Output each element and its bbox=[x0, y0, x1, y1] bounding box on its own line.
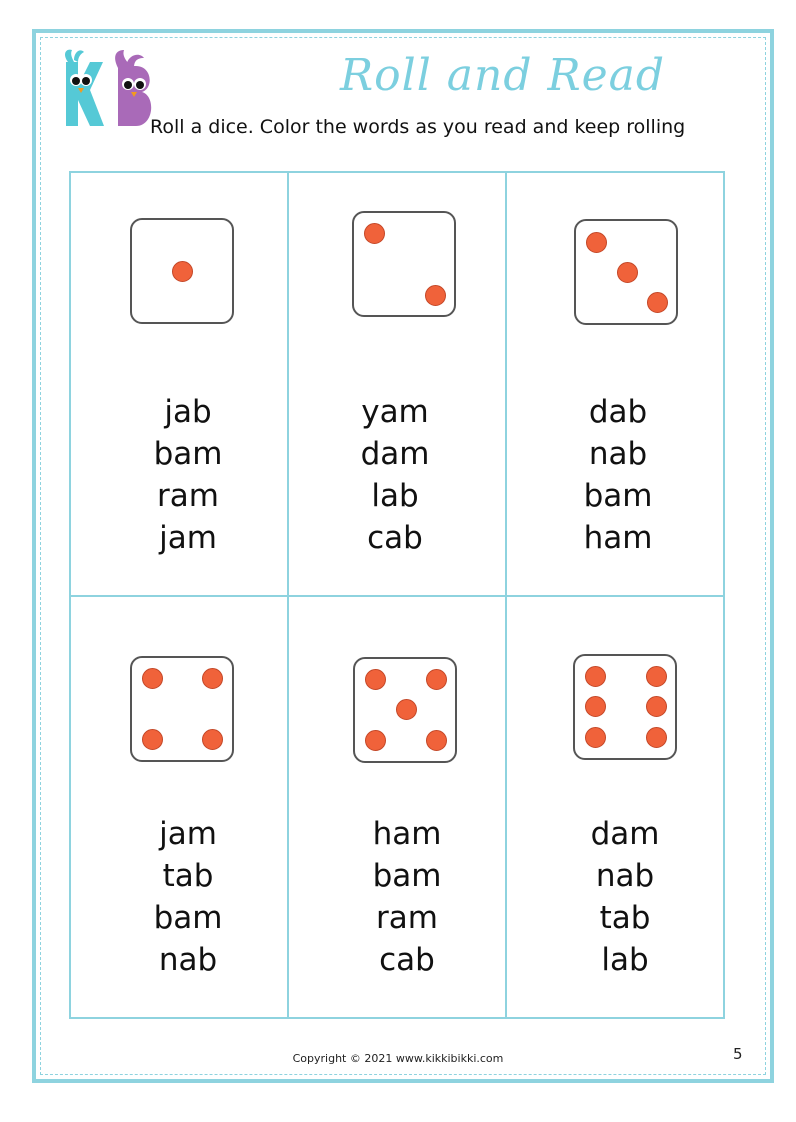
die-pip bbox=[364, 223, 385, 244]
word-item[interactable]: bam bbox=[153, 900, 223, 936]
kb-logo bbox=[56, 46, 160, 134]
roll-and-read-grid bbox=[69, 171, 725, 1019]
word-item[interactable]: tab bbox=[599, 900, 651, 936]
die-pip bbox=[142, 729, 163, 750]
word-item[interactable]: nab bbox=[595, 858, 655, 894]
die-pip bbox=[426, 669, 447, 690]
die-face-5 bbox=[353, 657, 457, 763]
word-item[interactable]: jam bbox=[159, 520, 217, 556]
word-item[interactable]: jab bbox=[164, 394, 212, 430]
die-pip bbox=[646, 696, 667, 717]
die-pip bbox=[202, 729, 223, 750]
word-item[interactable]: bam bbox=[583, 478, 653, 514]
word-item[interactable]: bam bbox=[153, 436, 223, 472]
word-list bbox=[88, 813, 288, 981]
word-item[interactable]: lab bbox=[601, 942, 649, 978]
word-item[interactable]: ram bbox=[157, 478, 219, 514]
word-item[interactable]: ram bbox=[376, 900, 438, 936]
die-face-1 bbox=[130, 218, 234, 324]
die-pip bbox=[586, 232, 607, 253]
die-pip bbox=[585, 666, 606, 687]
word-item[interactable]: lab bbox=[371, 478, 419, 514]
word-item[interactable]: nab bbox=[158, 942, 218, 978]
die-pip bbox=[646, 666, 667, 687]
die-pip bbox=[646, 727, 667, 748]
word-item[interactable]: tab bbox=[162, 858, 214, 894]
word-list bbox=[518, 391, 718, 559]
word-list bbox=[88, 391, 288, 559]
word-item[interactable]: jam bbox=[159, 816, 217, 852]
page-title: Roll and Read bbox=[340, 50, 666, 101]
word-list bbox=[295, 391, 495, 559]
die-pip bbox=[365, 730, 386, 751]
word-item[interactable]: cab bbox=[367, 520, 423, 556]
die-pip bbox=[365, 669, 386, 690]
word-item[interactable]: dab bbox=[588, 394, 648, 430]
die-pip bbox=[425, 285, 446, 306]
die-pip bbox=[426, 730, 447, 751]
die-pip bbox=[585, 727, 606, 748]
word-item[interactable]: cab bbox=[379, 942, 435, 978]
word-item[interactable]: dam bbox=[360, 436, 430, 472]
word-list bbox=[525, 813, 725, 981]
die-pip bbox=[202, 668, 223, 689]
word-item[interactable]: bam bbox=[372, 858, 442, 894]
word-item[interactable]: dam bbox=[590, 816, 660, 852]
word-item[interactable]: nab bbox=[588, 436, 648, 472]
word-item[interactable]: ham bbox=[372, 816, 442, 852]
die-pip bbox=[617, 262, 638, 283]
die-pip bbox=[172, 261, 193, 282]
die-face-3 bbox=[574, 219, 678, 325]
grid-divider-horizontal bbox=[71, 595, 723, 597]
die-pip bbox=[396, 699, 417, 720]
page-number: 5 bbox=[733, 1045, 743, 1063]
instructions: Roll a dice. Color the words as you read and keep rolling bbox=[150, 116, 686, 138]
die-pip bbox=[585, 696, 606, 717]
die-pip bbox=[647, 292, 668, 313]
die-pip bbox=[142, 668, 163, 689]
die-face-2 bbox=[352, 211, 456, 317]
copyright-notice: Copyright © 2021 www.kikkibikki.com bbox=[292, 1052, 504, 1065]
word-list bbox=[307, 813, 507, 981]
word-item[interactable]: ham bbox=[583, 520, 653, 556]
word-item[interactable]: yam bbox=[361, 394, 429, 430]
die-face-4 bbox=[130, 656, 234, 762]
die-face-6 bbox=[573, 654, 677, 760]
